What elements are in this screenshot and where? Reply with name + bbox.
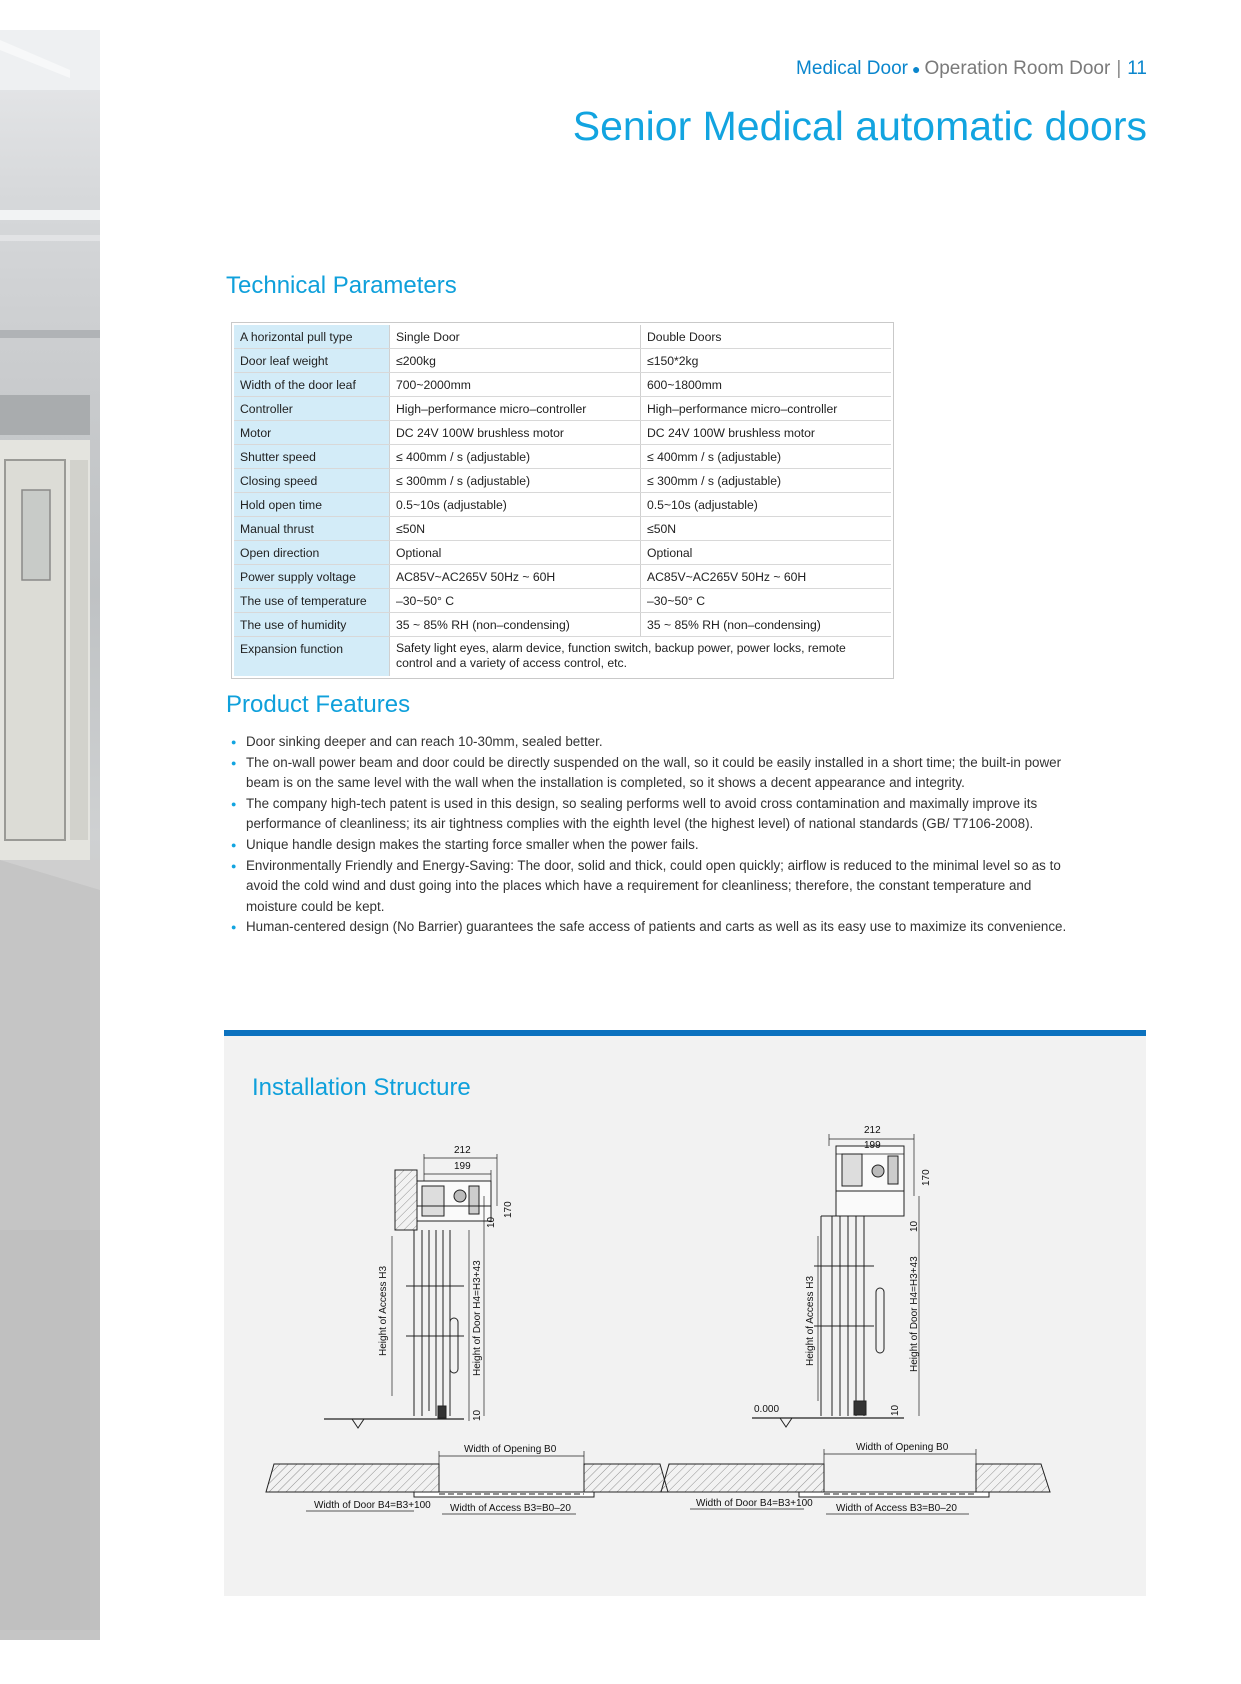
left-dim-10-top: 10 [486,1216,497,1228]
right-dim-170: 170 [921,1169,932,1186]
installation-diagram [224,1036,1146,1596]
right-dim-199: 199 [864,1140,881,1151]
page-number: 11 [1127,58,1147,79]
table-cell: Optional [390,541,641,565]
feature-item: ● Environmentally Friendly and Energy-Saving: The door, solid and thick, could open quickly; airflow is reduced to the minimal level so as to avoid the cold wind and dust going into the places which have a requirement for cleanliness; therefore, the constant temperature and moisture could be kept. [231,856,1071,918]
left-dim-10-bottom: 10 [472,1409,483,1421]
side-photo [0,30,100,1640]
left-width-access: Width of Access B3=B0–20 [450,1503,571,1514]
table-cell: Hold open time [234,493,390,517]
technical-parameters-heading: Technical Parameters [226,272,457,299]
table-cell: ≤150*2kg [641,349,892,373]
table-cell: 700~2000mm [390,373,641,397]
table-cell: 35 ~ 85% RH (non–condensing) [390,613,641,637]
table-cell: Manual thrust [234,517,390,541]
table-row-expansion [234,637,891,677]
table-cell: 0.5~10s (adjustable) [641,493,892,517]
right-dim-10-bottom: 10 [890,1404,901,1416]
table-row [234,373,891,397]
feature-item: ● The company high-tech patent is used in this design, so sealing performs well to avoid cross contamination and maximally improve its performance of cleanliness; its air tightness complies with the eighth level (the highest level) of national standards (GB/ T7106-2008). [231,794,1071,835]
right-width-door: Width of Door B4=B3+100 [696,1498,813,1509]
table-cell: 600~1800mm [641,373,892,397]
features-list [231,732,1071,938]
table-cell: ≤50N [641,517,892,541]
right-level: 0.000 [754,1404,780,1415]
table-cell: Expansion function [234,637,390,677]
table-cell: High–performance micro–controller [390,397,641,421]
table-cell: High–performance micro–controller [641,397,892,421]
installation-heading: Installation Structure [252,1074,471,1101]
table-row [234,445,891,469]
table-cell: –30~50° C [641,589,892,613]
header-bullet: ● [911,61,921,77]
table-cell: ≤ 300mm / s (adjustable) [641,469,892,493]
table-cell: ≤ 400mm / s (adjustable) [641,445,892,469]
table-row [234,421,891,445]
feature-item: ● Door sinking deeper and can reach 10-30mm, sealed better. [231,732,1071,753]
table-row [234,349,891,373]
table-row [234,517,891,541]
right-width-opening: Width of Opening B0 [856,1442,949,1453]
left-dim-170: 170 [503,1201,514,1218]
page-header [796,58,1147,80]
table-row [234,589,891,613]
table-cell: 0.5~10s (adjustable) [390,493,641,517]
table-row [234,397,891,421]
table-row [234,565,891,589]
right-height-access: Height of Access H3 [805,1275,816,1366]
page-title: Senior Medical automatic doors [572,103,1147,149]
header-separator: | [1116,58,1122,79]
header-category: Medical Door [796,58,908,79]
right-elevation-drawing [752,1134,919,1427]
table-cell: A horizontal pull type [234,325,390,349]
table-cell: ≤200kg [390,349,641,373]
table-cell: Optional [641,541,892,565]
table-header-row [234,325,891,349]
table-row [234,613,891,637]
product-features-heading: Product Features [226,691,411,718]
table-row [234,469,891,493]
table-cell: The use of temperature [234,589,390,613]
right-dim-212: 212 [864,1125,881,1136]
table-cell: AC85V~AC265V 50Hz ~ 60H [390,565,641,589]
table-row [234,493,891,517]
table-cell: –30~50° C [390,589,641,613]
table-cell: The use of humidity [234,613,390,637]
table-cell: ≤50N [390,517,641,541]
header-subcategory: Operation Room Door [924,58,1111,79]
table-cell: Open direction [234,541,390,565]
table-cell: Shutter speed [234,445,390,469]
feature-item: ● Unique handle design makes the starting force smaller when the power fails. [231,835,1071,856]
table-cell: Controller [234,397,390,421]
table-cell: ≤ 400mm / s (adjustable) [390,445,641,469]
feature-item: ● Human-centered design (No Barrier) guarantees the safe access of patients and carts as well as its easy use to maximize its convenience. [231,917,1071,938]
feature-item: ● The on-wall power beam and door could be directly suspended on the wall, so it could be easily installed in a short time; the built-in power beam is on the same level with the wall when the installation is completed, so it shows a decent appearance and integrity. [231,753,1071,794]
right-height-door: Height of Door H4=H3+43 [909,1256,920,1372]
left-height-access: Height of Access H3 [378,1265,389,1356]
left-height-door: Height of Door H4=H3+43 [472,1260,483,1376]
table-cell: Width of the door leaf [234,373,390,397]
table-cell: Double Doors [641,325,892,349]
table-cell: DC 24V 100W brushless motor [390,421,641,445]
table-cell: Single Door [390,325,641,349]
table-cell: Safety light eyes, alarm device, function switch, backup power, power locks, remote control and a variety of access control, etc. [390,637,892,677]
installation-panel [224,1030,1146,1596]
right-width-access: Width of Access B3=B0–20 [836,1503,957,1514]
left-width-door: Width of Door B4=B3+100 [314,1500,431,1511]
parameters-table [231,322,894,679]
table-cell: DC 24V 100W brushless motor [641,421,892,445]
table-row [234,541,891,565]
table-cell: Door leaf weight [234,349,390,373]
table-cell: Closing speed [234,469,390,493]
table-cell: AC85V~AC265V 50Hz ~ 60H [641,565,892,589]
table-cell: Power supply voltage [234,565,390,589]
table-cell: Motor [234,421,390,445]
hospital-corridor-image [0,30,100,1640]
left-width-opening: Width of Opening B0 [464,1444,557,1455]
right-dim-10-top: 10 [909,1220,920,1232]
table-cell: ≤ 300mm / s (adjustable) [390,469,641,493]
left-dim-212: 212 [454,1145,471,1156]
table-cell: 35 ~ 85% RH (non–condensing) [641,613,892,637]
left-dim-199: 199 [454,1161,471,1172]
